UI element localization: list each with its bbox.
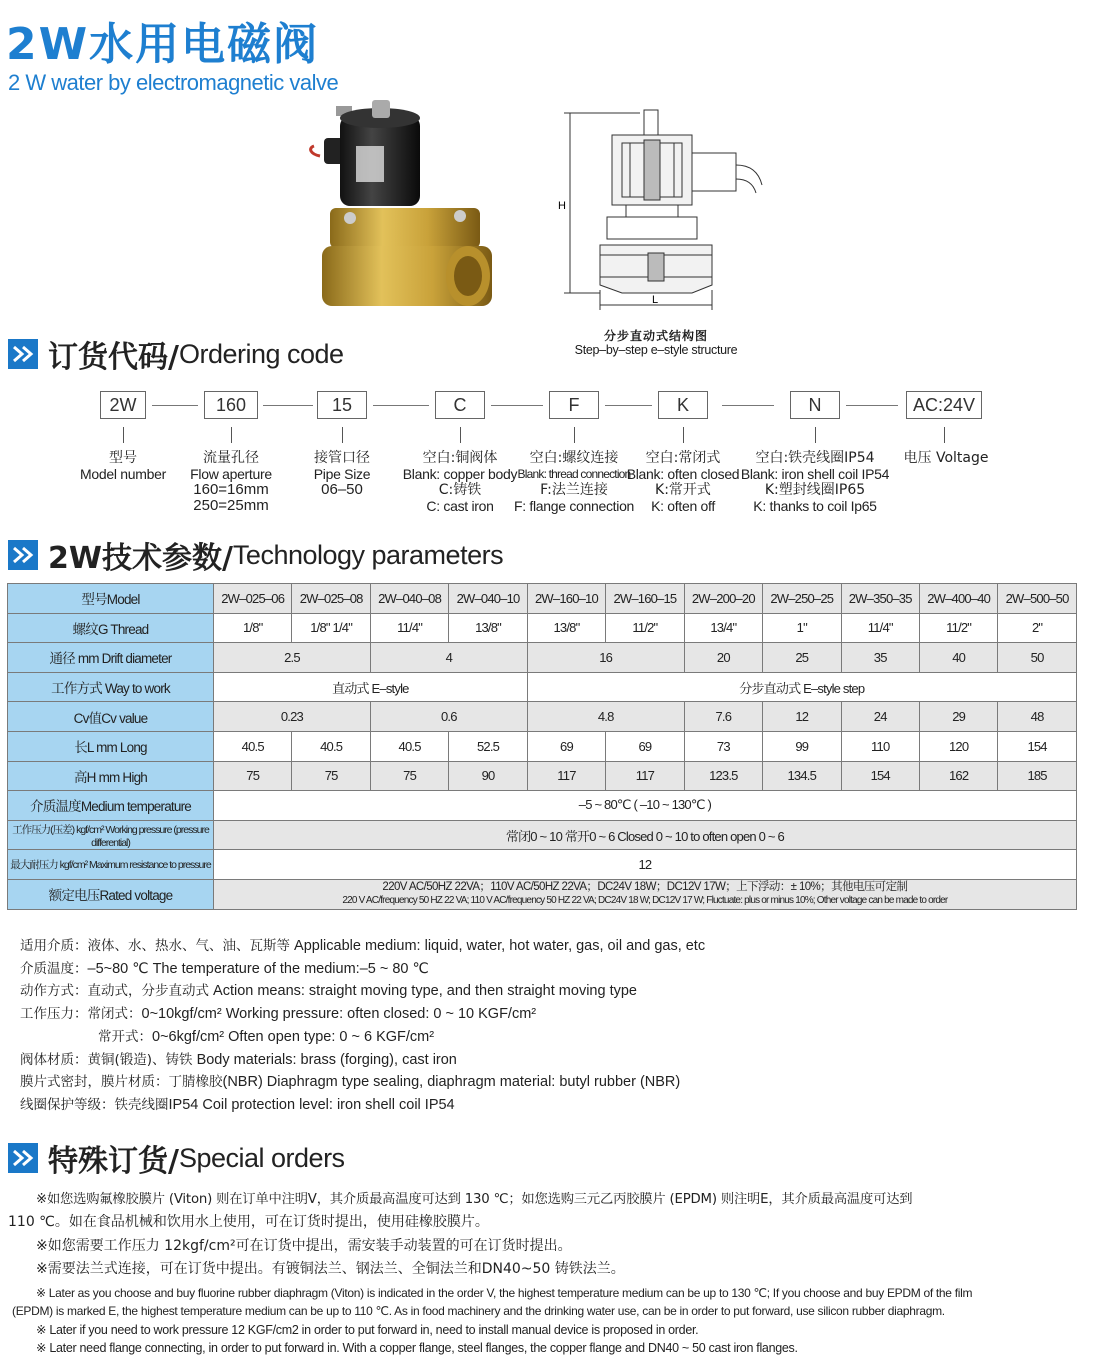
code-connector (152, 405, 198, 406)
special-note-en: (EPDM) is marked E, the highest temperature medium can be up to 110 ℃. As in food machinery and the drinking water use, can be in order to put forward, use silicon rubber diaphragm. (12, 1304, 945, 1318)
table-cell: 4 (370, 643, 527, 673)
diagram-caption-en: Step–by–step e–style structure (574, 343, 738, 357)
table-cell: 20 (684, 643, 762, 673)
table-cell: 40.5 (214, 731, 292, 761)
table-cell: 2W–400–40 (919, 584, 997, 614)
table-cell: 2W–025–06 (214, 584, 292, 614)
table-cell: 35 (841, 643, 919, 673)
table-row-way (8, 672, 1077, 702)
table-cell: 7.6 (684, 702, 762, 732)
special-note-cn: ※如您需要工作压力 12kgf/cm²可在订货中提出，需安装手动装置的可在订货时提出。 (36, 1238, 572, 1254)
table-cell: 2W–160–10 (527, 584, 605, 614)
code-desc-flow: 流量孔径 Flow aperture 160=16mm 250=25mm (190, 450, 272, 514)
voltage-cn: 220V AC/50HZ 22VA；110V AC/50HZ 22VA；DC24V 18W；DC12V 17W；上下浮动：± 10%；其他电压可定制 (382, 881, 908, 894)
code-tick (460, 427, 461, 443)
table-cell: 2W–160–15 (606, 584, 684, 614)
table-row-thread (8, 613, 1077, 643)
spec-line: 阀体材质：黄铜(锻造)、铸铁 Body materials: brass (forging), cast iron (20, 1052, 457, 1068)
section-title-cn: 特殊订货/ (48, 1144, 179, 1179)
table-row-long (8, 731, 1077, 761)
row-header: 长L mm Long (8, 731, 214, 761)
row-header: Cv值Cv value (8, 702, 214, 732)
code-connector (263, 405, 313, 406)
table-cell: 4.8 (527, 702, 684, 732)
table-cell: 69 (527, 731, 605, 761)
table-cell: 11/4" (370, 613, 448, 643)
table-cell: 24 (841, 702, 919, 732)
valve-photo (300, 98, 510, 338)
code-model: 2W (100, 391, 146, 419)
row-header: 最大耐压力 kgf/cm² Maximum resistance to pressure (8, 850, 214, 880)
table-cell: 73 (684, 731, 762, 761)
table-cell: 13/4" (684, 613, 762, 643)
table-cell: 1/8" 1/4" (292, 613, 370, 643)
special-note-cn: ※如您选购氟橡胶膜片 (Viton) 则在订单中注明V，其介质最高温度可达到 130 ℃；如您选购三元乙丙胶膜片 (EPDM) 则注明E，其介质最高温度可达到 (36, 1192, 913, 1207)
code-connector (722, 405, 774, 406)
chevron-right-icon (8, 540, 38, 570)
code-desc-model: 型号 Model number (80, 450, 166, 482)
section-tech-parameters (8, 535, 503, 575)
row-header: 螺纹G Thread (8, 613, 214, 643)
table-cell: 13/8" (527, 613, 605, 643)
special-note-en: ※ Later need flange connecting, in order to put forward in. With a copper flange, steel flanges, the copper flange and DN40 ~ 50 cast iron flanges. (36, 1341, 798, 1355)
table-row-temperature (8, 791, 1077, 821)
table-cell: 2W–040–10 (449, 584, 527, 614)
code-tick (123, 427, 124, 443)
spec-line: 膜片式密封，膜片材质：丁腈橡胶(NBR) Diaphragm type sealing, diaphragm material: butyl rubber (NBR) (20, 1074, 681, 1090)
diagram-caption-cn: 分步直动式结构图 (603, 329, 708, 343)
special-note-en: ※ Later if you need to work pressure 12 KGF/cm2 in order to put forward in, need to install manual device is proposed in order. (36, 1323, 699, 1337)
table-cell: 2W–200–20 (684, 584, 762, 614)
code-tick (815, 427, 816, 443)
table-row-voltage (8, 879, 1077, 909)
table-cell: 1/8" (214, 613, 292, 643)
table-cell: 40 (919, 643, 997, 673)
row-header: 工作方式 Way to work (8, 672, 214, 702)
table-cell: 1" (763, 613, 841, 643)
table-cell: 2W–350–35 (841, 584, 919, 614)
spec-line: 介质温度：–5~80 ℃ The temperature of the medium:–5 ~ 80 ℃ (20, 961, 429, 977)
spec-line: 动作方式：直动式，分步直动式 Action means: straight moving type, and then straight moving type (20, 983, 637, 999)
section-title-en: Special orders (178, 1142, 345, 1173)
table-cell: 16 (527, 643, 684, 673)
table-row-pressure (8, 820, 1077, 850)
section-title-cn: 2W技术参数/ (48, 541, 233, 576)
page-title-en: 2 W water by electromagnetic valve (8, 70, 339, 95)
table-cell: 69 (606, 731, 684, 761)
table-row-max-pressure (8, 850, 1077, 880)
table-cell: 75 (292, 761, 370, 791)
table-cell: 162 (919, 761, 997, 791)
page-title-cn: 2W水用电磁阀 (6, 19, 320, 70)
table-cell: 75 (214, 761, 292, 791)
table-cell: 11/2" (606, 613, 684, 643)
section-special-orders (8, 1138, 345, 1178)
section-ordering-code (8, 334, 344, 374)
table-cell: 40.5 (370, 731, 448, 761)
code-desc-operation: 空白:常闭式 Blank: often closed K:常开式 K: often off (626, 450, 740, 514)
code-desc-body: 空白:铜阀体 Blank: copper body C:铸铁 C: cast iron (402, 450, 518, 514)
table-cell: 117 (606, 761, 684, 791)
table-cell: 2W–250–25 (763, 584, 841, 614)
code-coil: N (790, 391, 840, 419)
code-tick (683, 427, 684, 443)
table-cell: 40.5 (292, 731, 370, 761)
table-cell: 117 (527, 761, 605, 791)
code-flow-aperture: 160 (204, 391, 258, 419)
table-cell: 11/4" (841, 613, 919, 643)
special-note-en: ※ Later as you choose and buy fluorine rubber diaphragm (Viton) is indicated in the order V, the highest temperature medium can be up to 130 ℃; If you choose and buy EPDM of the film (36, 1286, 973, 1300)
chevron-right-icon (8, 1143, 38, 1173)
table-cell: 12 (763, 702, 841, 732)
table-row-cv (8, 702, 1077, 732)
table-cell: 75 (370, 761, 448, 791)
row-header: 通径 mm Drift diameter (8, 643, 214, 673)
table-cell: 0.23 (214, 702, 371, 732)
dimension-h-label: H (558, 200, 566, 212)
table-cell: 直动式 E–style (214, 672, 528, 702)
voltage-en: 220 V AC/frequency 50 HZ 22 VA; 110 V AC/frequency 50 HZ 22 VA; DC24V 18 W; DC12V 17 W; Fluctuate: plus or minus 10%; Other voltage can be made to order (342, 895, 948, 907)
chevron-right-icon (8, 339, 38, 369)
table-cell: 99 (763, 731, 841, 761)
code-desc-voltage: 电压 Voltage (903, 450, 989, 466)
section-title-en: Technology parameters (232, 539, 504, 570)
table-cell: 2W–500–50 (998, 584, 1076, 614)
table-row-model (8, 584, 1077, 614)
code-operation: K (658, 391, 708, 419)
section-title-en: Ordering code (178, 338, 344, 369)
spec-line: 适用介质：液体、水、热水、气、油、瓦斯等 Applicable medium: liquid, water, hot water, gas, oil and gas, etc (20, 938, 706, 954)
table-cell: 154 (998, 731, 1076, 761)
table-cell: 154 (841, 761, 919, 791)
code-tick (231, 427, 232, 443)
code-connection: F (549, 391, 599, 419)
special-note-cn: 110 ℃。如在食品机械和饮用水上使用，可在订货时提出，使用硅橡胶膜片。 (8, 1214, 489, 1230)
row-header: 高H mm High (8, 761, 214, 791)
table-cell: 52.5 (449, 731, 527, 761)
code-connector (491, 405, 543, 406)
code-tick (574, 427, 575, 443)
code-pipe-size: 15 (317, 391, 367, 419)
row-header: 介质温度Medium temperature (8, 791, 214, 821)
table-cell: 29 (919, 702, 997, 732)
code-desc-coil: 空白:铁壳线圈IP54 Blank: iron shell coil IP54 K:塑封线圈IP65 K: thanks to coil Ip65 (740, 450, 890, 514)
code-body: C (435, 391, 485, 419)
table-cell: 2.5 (214, 643, 371, 673)
table-cell: 50 (998, 643, 1076, 673)
table-row-drift (8, 643, 1077, 673)
table-cell: 12 (214, 850, 1077, 880)
code-tick (342, 427, 343, 443)
table-cell: 2W–040–08 (370, 584, 448, 614)
row-header: 工作压力(压差) kgf/cm² Working pressure (pressure differential) (8, 820, 214, 850)
table-cell: 11/2" (919, 613, 997, 643)
table-cell: 25 (763, 643, 841, 673)
table-cell: 分步直动式 E–style step (527, 672, 1076, 702)
table-cell: 120 (919, 731, 997, 761)
structure-diagram (552, 105, 772, 330)
code-desc-connection: 空白:螺纹连接 Blank: thread connection F:法兰连接 F: flange connection (513, 450, 635, 514)
row-header: 型号Model (8, 584, 214, 614)
code-tick (944, 427, 945, 443)
table-cell: 123.5 (684, 761, 762, 791)
spec-line: 常开式：0~6kgf/cm² Often open type: 0 ~ 6 KGF/cm² (98, 1029, 435, 1045)
spec-line: 线圈保护等级：铁壳线圈IP54 Coil protection level: iron shell coil IP54 (20, 1097, 455, 1113)
table-cell: 2W–025–08 (292, 584, 370, 614)
special-note-cn: ※需要法兰式连接，可在订货中提出。有镀铜法兰、钢法兰、全铜法兰和DN40~50 铸铁法兰。 (36, 1261, 625, 1277)
table-row-high (8, 761, 1077, 791)
code-connector (373, 405, 429, 406)
table-cell: 2" (998, 613, 1076, 643)
table-cell: 185 (998, 761, 1076, 791)
table-cell: 90 (449, 761, 527, 791)
row-header: 额定电压Rated voltage (8, 879, 214, 909)
table-cell: 0.6 (370, 702, 527, 732)
code-connector (846, 405, 898, 406)
table-cell: –5 ~ 80℃ ( –10 ~ 130℃ ) (214, 791, 1077, 821)
dimension-l-label: L (652, 294, 659, 306)
spec-line: 工作压力：常闭式：0~10kgf/cm² Working pressure: often closed: 0 ~ 10 KGF/cm² (20, 1006, 537, 1022)
code-voltage: AC:24V (906, 391, 982, 419)
table-cell: 13/8" (449, 613, 527, 643)
parameters-table (7, 583, 1077, 910)
table-cell: 110 (841, 731, 919, 761)
table-cell: 48 (998, 702, 1076, 732)
code-desc-pipe: 接管口径 Pipe Size 06–50 (313, 450, 371, 498)
section-title-cn: 订货代码/ (48, 340, 179, 375)
table-cell: 134.5 (763, 761, 841, 791)
table-cell: 常闭0 ~ 10 常开0 ~ 6 Closed 0 ~ 10 to often open 0 ~ 6 (214, 820, 1077, 850)
table-cell (214, 879, 1077, 909)
code-connector (605, 405, 652, 406)
